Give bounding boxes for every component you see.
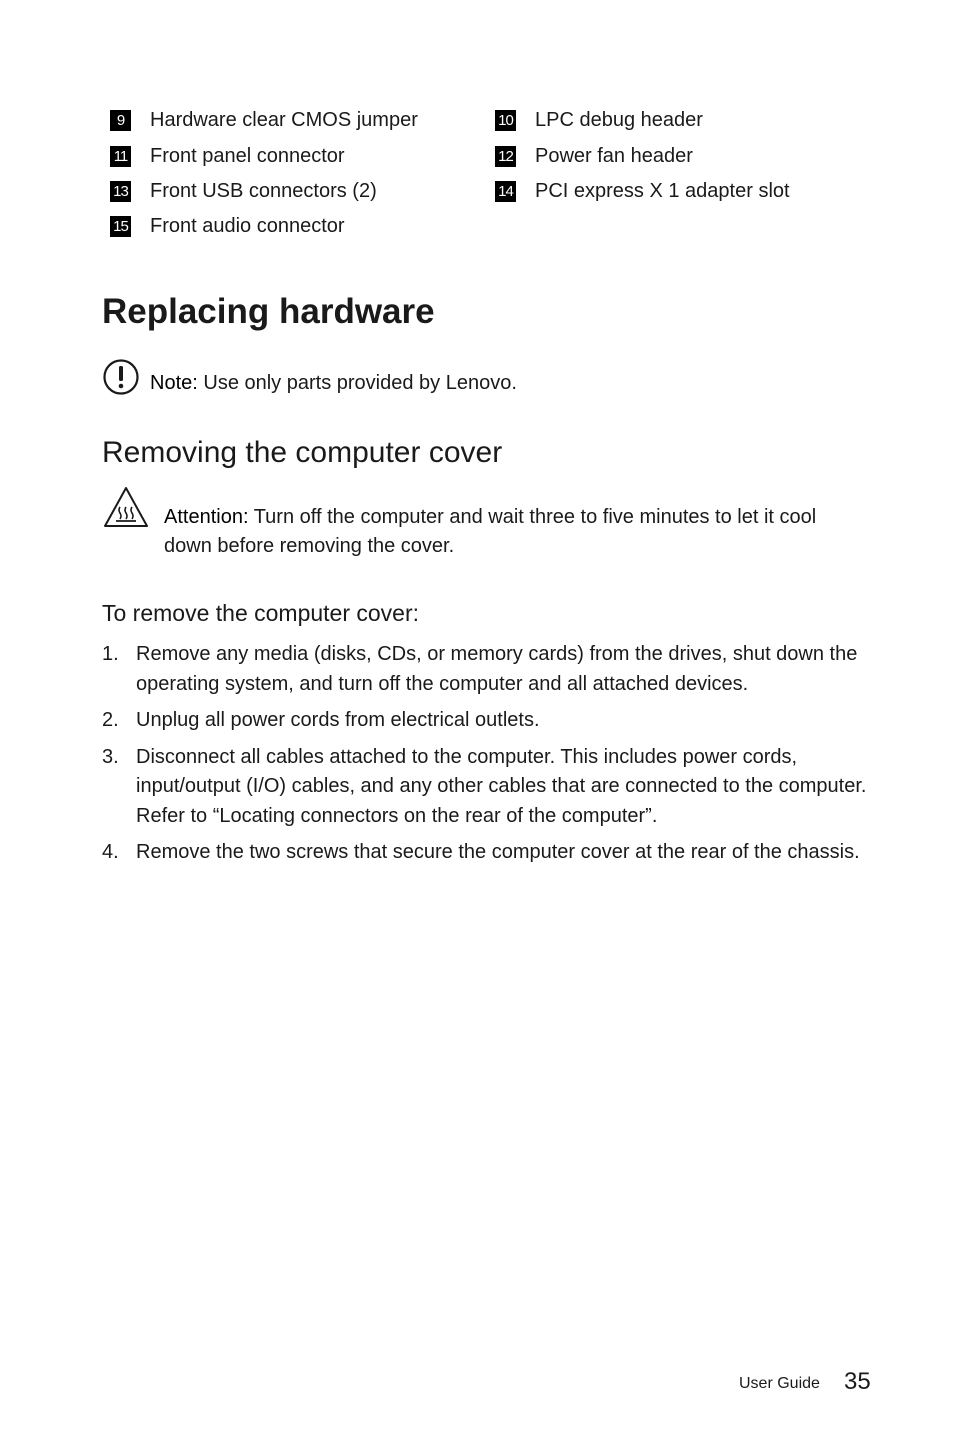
list-item bbox=[102, 743, 872, 832]
step-number: 1. bbox=[102, 643, 119, 665]
legend-item bbox=[110, 179, 377, 203]
legend-item bbox=[110, 214, 345, 238]
legend-label: Power fan header bbox=[535, 145, 693, 167]
attention-label: Attention: bbox=[164, 506, 249, 528]
note bbox=[150, 370, 517, 396]
list-item bbox=[102, 838, 872, 868]
callout-badge: 14 bbox=[495, 181, 516, 202]
legend-item bbox=[495, 179, 790, 203]
subsection-heading: Removing the computer cover bbox=[102, 436, 503, 469]
legend-label: Hardware clear CMOS jumper bbox=[150, 109, 418, 131]
step-text: Unplug all power cords from electrical outlets. bbox=[136, 709, 540, 731]
step-number: 2. bbox=[102, 709, 119, 731]
hot-surface-warning-icon bbox=[102, 485, 150, 529]
attention bbox=[164, 503, 864, 561]
callout-badge: 9 bbox=[110, 110, 131, 131]
note-text: Use only parts provided by Lenovo. bbox=[197, 372, 517, 394]
procedure-title: To remove the computer cover: bbox=[102, 600, 420, 626]
step-number: 4. bbox=[102, 841, 119, 863]
legend-label: PCI express X 1 adapter slot bbox=[535, 180, 790, 202]
page-number: 35 bbox=[844, 1368, 871, 1395]
exclamation-circle-icon bbox=[102, 358, 140, 396]
section-heading: Replacing hardware bbox=[102, 292, 435, 331]
step-text: Disconnect all cables attached to the computer. This includes power cords, input/output (I/O) cables, and any other cables that are connected to the computer. Refer to “Locating connectors on the rear of the computer”. bbox=[136, 745, 867, 827]
legend-label: Front panel connector bbox=[150, 145, 345, 167]
step-text: Remove the two screws that secure the computer cover at the rear of the chassis. bbox=[136, 841, 860, 863]
callout-badge: 10 bbox=[495, 110, 516, 131]
legend-label: Front audio connector bbox=[150, 215, 345, 237]
legend-label: Front USB connectors (2) bbox=[150, 180, 377, 202]
callout-badge: 11 bbox=[110, 146, 131, 167]
legend-item bbox=[110, 144, 345, 168]
footer-label: User Guide bbox=[739, 1375, 820, 1392]
legend-label: LPC debug header bbox=[535, 109, 703, 131]
legend-item bbox=[495, 144, 693, 168]
legend-item bbox=[110, 108, 418, 132]
steps-list bbox=[102, 640, 872, 875]
note-label: Note: bbox=[150, 372, 198, 394]
attention-text: Turn off the computer and wait three to five minutes to let it cool down before removing the cover. bbox=[164, 506, 817, 557]
list-item bbox=[102, 706, 872, 736]
step-text: Remove any media (disks, CDs, or memory cards) from the drives, shut down the operating system, and turn off the computer and all attached devices. bbox=[136, 643, 858, 695]
callout-badge: 13 bbox=[110, 181, 131, 202]
list-item bbox=[102, 640, 872, 699]
callout-badge: 12 bbox=[495, 146, 516, 167]
legend-item bbox=[495, 108, 703, 132]
callout-badge: 15 bbox=[110, 216, 131, 237]
step-number: 3. bbox=[102, 745, 119, 768]
